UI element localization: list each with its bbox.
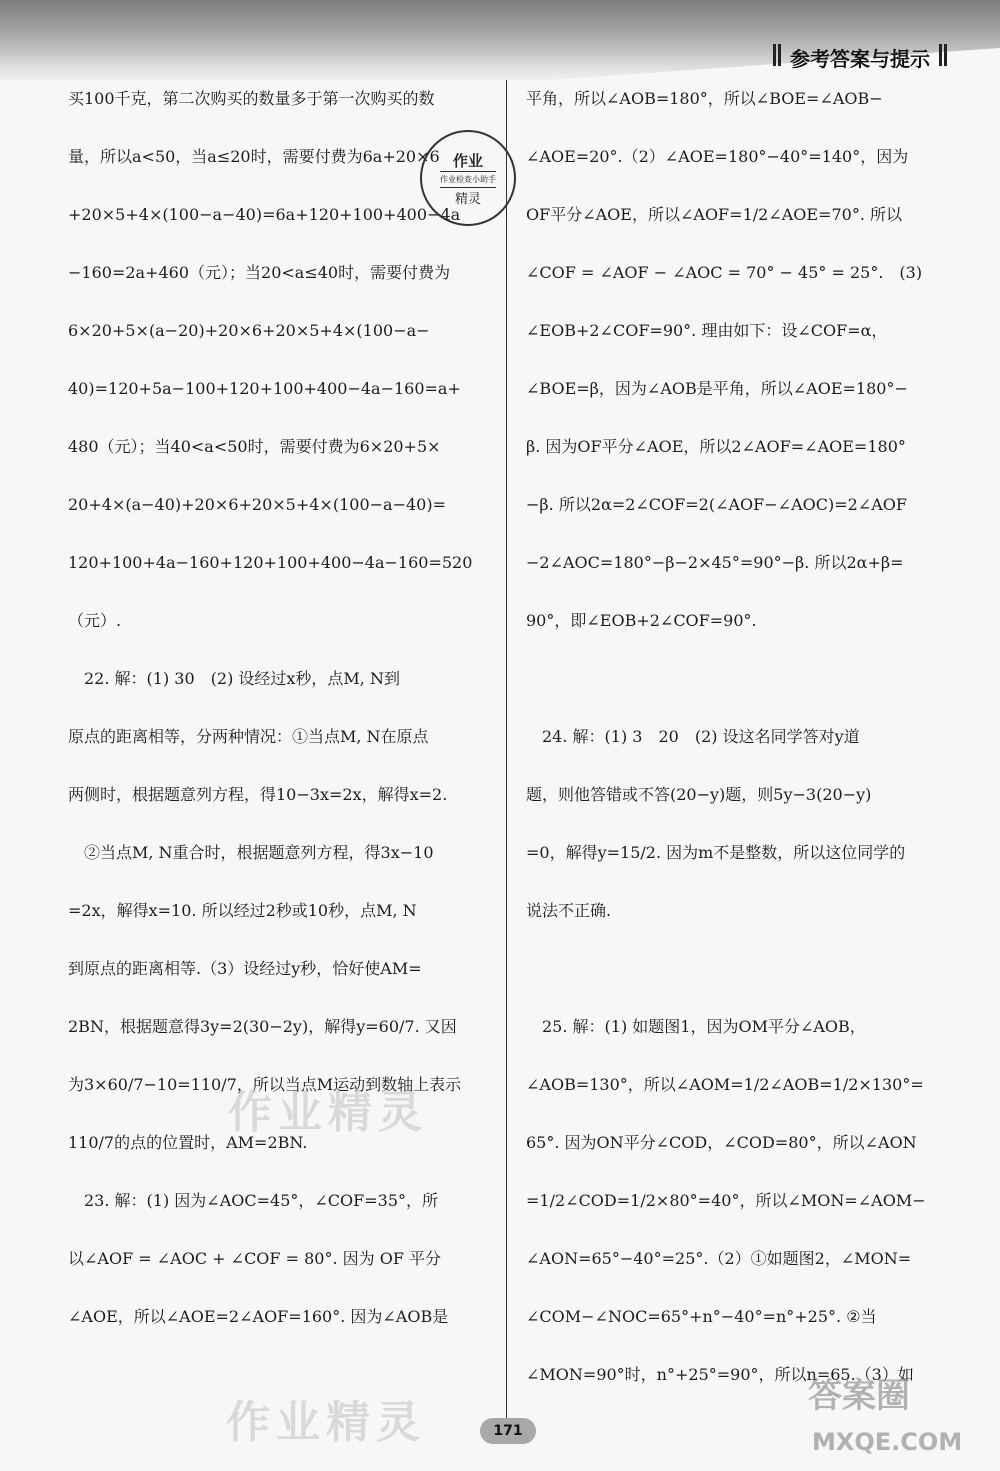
text-line: 40)=120+5a−100+120+100+400−4a−160=a+ <box>68 379 461 398</box>
text-line: 到原点的距离相等.（3）设经过y秒，恰好使AM= <box>68 959 422 978</box>
text-line: 110/7的点的位置时，AM=2BN. <box>68 1133 308 1152</box>
text-line: ∠AOE=20°.（2）∠AOE=180°−40°=140°，因为 <box>526 147 909 166</box>
text-line: =2x，解得x=10. 所以经过2秒或10秒，点M, N <box>68 901 417 920</box>
text-line: 25. 解：(1) 如题图1，因为OM平分∠AOB， <box>526 1017 866 1036</box>
text-line: 以∠AOF = ∠AOC + ∠COF = 80°. 因为 OF 平分 <box>68 1249 442 1268</box>
text-line: 为3×60/7−10=110/7，所以当点M运动到数轴上表示 <box>68 1075 462 1094</box>
text-line: 量，所以a<50，当a≤20时，需要付费为6a+20×6 <box>68 147 440 166</box>
header-bar-left <box>772 44 782 71</box>
text-line: （元）. <box>68 611 122 630</box>
page-number: 171 <box>480 1418 536 1444</box>
text-line: 两侧时，根据题意列方程，得10−3x=2x，解得x=2. <box>68 785 448 804</box>
text-line: 90°，即∠EOB+2∠COF=90°. <box>526 611 757 630</box>
text-line: 2BN，根据题意得3y=2(30−2y)，解得y=60/7. 又因 <box>68 1017 457 1036</box>
text-line <box>526 940 946 998</box>
text-line: 说法不正确. <box>526 901 612 920</box>
text-line: =1/2∠COD=1/2×80°=40°，所以∠MON=∠AOM− <box>526 1191 926 1210</box>
site-logo: 答案圈 <box>808 1376 910 1416</box>
text-line: −160=2a+460（元）；当20<a≤40时，需要付费为 <box>68 263 451 282</box>
text-line: ②当点M, N重合时，根据题意列方程，得3x−10 <box>68 843 434 862</box>
column-divider <box>506 80 507 1430</box>
watermark-1: 作业精灵 <box>228 1087 428 1138</box>
text-line: +20×5+4×(100−a−40)=6a+120+100+400−4a <box>68 205 461 224</box>
text-line: 22. 解：(1) 30 (2) 设经过x秒，点M, N到 <box>68 669 400 688</box>
text-line: 23. 解：(1) 因为∠AOC=45°，∠COF=35°，所 <box>68 1191 439 1210</box>
stamp-line2: 作业检查小助手 <box>440 171 496 188</box>
left-column <box>68 70 488 1346</box>
section-title: 参考答案与提示 <box>790 46 930 71</box>
header-title <box>772 40 948 74</box>
text-line: ∠EOB+2∠COF=90°. 理由如下：设∠COF=α， <box>526 321 888 340</box>
text-line: −2∠AOC=180°−β−2×45°=90°−β. 所以2α+β= <box>526 553 904 572</box>
text-line: −β. 所以2α=2∠COF=2(∠AOF−∠AOC)=2∠AOF <box>526 495 908 514</box>
text-line: 原点的距离相等，分两种情况：①当点M, N在原点 <box>68 727 429 746</box>
watermark-2: 作业精灵 <box>226 1397 426 1448</box>
text-line <box>526 650 946 708</box>
text-line: 120+100+4a−160+120+100+400−4a−160=520 <box>68 553 473 572</box>
text-line: 24. 解：(1) 3 20 (2) 设这名同学答对y道 <box>526 727 860 746</box>
homework-stamp <box>420 130 516 226</box>
text-line: 题，则他答错或不答(20−y)题，则5y−3(20−y) <box>526 785 872 804</box>
text-line: ∠MON=90°时，n°+25°=90°，所以n=65.（3）如 <box>526 1365 914 1384</box>
text-line: 20+4×(a−40)+20×6+20×5+4×(100−a−40)= <box>68 495 446 514</box>
text-line: =0，解得y=15/2. 因为m不是整数，所以这位同学的 <box>526 843 906 862</box>
stamp-line3: 精灵 <box>454 191 481 207</box>
header-bar-right <box>938 44 948 71</box>
text-line: 买100千克，第二次购买的数量多于第一次购买的数 <box>68 89 435 108</box>
text-line: ∠AOE，所以∠AOE=2∠AOF=160°. 因为∠AOB是 <box>68 1307 449 1326</box>
text-line: 480（元）；当40<a<50时，需要付费为6×20+5× <box>68 437 441 456</box>
text-line: ∠BOE=β，因为∠AOB是平角，所以∠AOE=180°− <box>526 379 908 398</box>
right-column <box>526 70 946 1404</box>
text-line: ∠AOB=130°，所以∠AOM=1/2∠AOB=1/2×130°= <box>526 1075 924 1094</box>
text-line: 65°. 因为ON平分∠COD，∠COD=80°，所以∠AON <box>526 1133 917 1152</box>
text-line: ∠COF = ∠AOF − ∠AOC = 70° − 45° = 25°. (3) <box>526 263 923 282</box>
text-line: β. 因为OF平分∠AOE，所以2∠AOF=∠AOE=180° <box>526 437 906 456</box>
text-line: OF平分∠AOE，所以∠AOF=1/2∠AOE=70°. 所以 <box>526 205 903 224</box>
text-line: ∠COM−∠NOC=65°+n°−40°=n°+25°. ②当 <box>526 1307 877 1326</box>
site-url: MXQE.COM <box>812 1428 963 1456</box>
text-line: ∠AON=65°−40°=25°.（2）①如题图2，∠MON= <box>526 1249 912 1268</box>
stamp-line1: 作业 <box>452 151 483 170</box>
text-line: 平角，所以∠AOB=180°，所以∠BOE=∠AOB− <box>526 89 883 108</box>
text-line: 6×20+5×(a−20)+20×6+20×5+4×(100−a− <box>68 321 430 340</box>
